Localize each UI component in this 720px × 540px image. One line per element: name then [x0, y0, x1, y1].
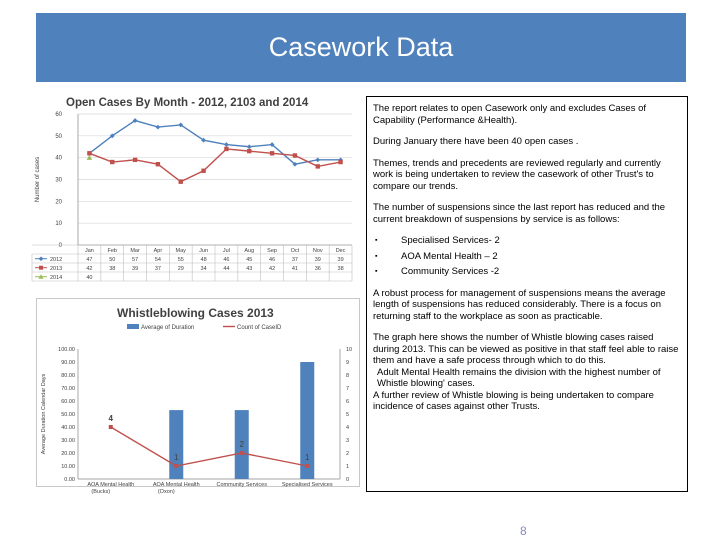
y-tick-label: 80.00: [61, 373, 75, 379]
y-tick-label: 90.00: [61, 360, 75, 366]
data-point-count: [240, 451, 244, 455]
series-line-2013: [89, 149, 340, 182]
data-point-2013: [201, 169, 205, 173]
bullet-icon: ▪: [375, 268, 378, 275]
y2-tick-label: 8: [346, 373, 350, 379]
list-item: ▪ Community Services -2: [375, 266, 500, 277]
note-further-review: A further review of Whistle blowing is being undertaken to compare incidence of cases against other Trusts.: [373, 389, 654, 412]
page-number: 8: [520, 524, 527, 538]
table-cell: 39: [314, 256, 321, 263]
x-tick-label: AOA Mental Health: [152, 482, 200, 488]
table-cell: 37: [154, 265, 161, 272]
table-cell: 46: [269, 256, 276, 263]
whistleblowing-chart-svg: [37, 299, 359, 495]
table-cell: 40: [86, 274, 93, 281]
x-tick-label: Mar: [130, 248, 140, 254]
table-cell: 46: [223, 256, 230, 263]
y2-tick-label: 7: [346, 386, 350, 392]
data-point-count: [174, 464, 178, 468]
y2-tick-label: 2: [346, 451, 350, 457]
table-cell: 43: [246, 265, 253, 272]
casework-notes: [366, 96, 688, 492]
legend-swatch-bar: [127, 324, 139, 329]
legend-label: 2012: [50, 256, 63, 263]
y-tick-label: 40.00: [61, 425, 75, 431]
list-item: ▪ AOA Mental Health – 2: [375, 250, 498, 262]
data-point-2013: [110, 160, 114, 164]
suspension-list: [373, 235, 679, 278]
note-suspensions: The number of suspensions since the last report has reduced and the current breakdown of suspensions by service is as follows:: [373, 202, 666, 225]
y2-tick-label: 5: [346, 412, 350, 418]
x-tick-label: Nov: [312, 248, 323, 254]
x-tick-label: Apr: [153, 248, 163, 254]
y2-tick-label: 4: [346, 425, 350, 431]
x-tick-label: (Bucks): [91, 489, 111, 495]
y-tick-label: 30.00: [61, 438, 75, 444]
table-cell: 39: [132, 265, 139, 272]
x-tick-label: Community Services: [216, 482, 267, 488]
x-tick-label: Jul: [222, 248, 230, 254]
y-tick-label: 60: [55, 112, 62, 118]
data-point-2013: [247, 149, 251, 153]
y-tick-label: 40: [55, 155, 62, 162]
data-point-2012: [315, 157, 320, 162]
table-cell: 45: [246, 256, 253, 263]
bullet-icon: ▪: [375, 237, 378, 244]
x-tick-label: (Oxon): [157, 489, 175, 495]
data-point-2013: [179, 179, 183, 183]
y-tick-label: 20.00: [61, 451, 75, 457]
list-item: ▪ Specialised Services- 2: [375, 235, 500, 246]
y2-tick-label: 6: [346, 399, 350, 405]
table-cell: 29: [177, 265, 184, 272]
x-tick-label: Oct: [290, 248, 300, 254]
data-point-2013: [338, 160, 342, 164]
x-tick-label: May: [175, 248, 186, 254]
data-point-count: [109, 425, 113, 429]
y-tick-label: 100.00: [58, 347, 75, 353]
y-tick-label: 0.00: [64, 477, 75, 483]
y-tick-label: 10: [55, 221, 62, 228]
note-scope: The report relates to open Casework only and excludes Cases of Capability (Performance &Health).: [373, 103, 647, 126]
y-axis-label: Number of cases: [35, 156, 41, 203]
table-cell: 38: [109, 265, 116, 272]
whistleblowing-chart: [36, 298, 360, 495]
table-cell: 36: [314, 265, 321, 272]
y-tick-label: 10.00: [61, 464, 75, 470]
data-label: 1: [174, 453, 179, 462]
x-tick-label: Feb: [107, 248, 117, 254]
chart-title: Open Cases By Month - 2012, 2103 and 2014: [66, 97, 309, 109]
y-tick-label: 30: [55, 177, 62, 184]
data-point-2013: [87, 151, 91, 155]
x-tick-label: Dec: [335, 248, 346, 254]
slide-title: Casework Data: [268, 32, 454, 62]
legend-label: 2014: [50, 274, 63, 281]
legend-label: Average of Duration: [141, 325, 195, 331]
data-point-2012: [247, 144, 252, 149]
table-cell: 42: [269, 265, 276, 272]
y2-tick-label: 9: [346, 360, 350, 366]
data-label: 1: [305, 453, 310, 462]
data-point-2013: [156, 162, 160, 166]
table-cell: 48: [200, 256, 207, 263]
y-tick-label: 20: [55, 199, 62, 206]
legend-label: 2013: [50, 265, 63, 272]
note-whistleblowing-graph: The graph here shows the number of Whistle blowing cases raised during 2013. This can be viewed as positive in that staff feel able to raise them and have a safe process through which to do this.: [373, 332, 679, 366]
series-line-count: [111, 427, 308, 466]
y-tick-label: 60.00: [61, 399, 75, 405]
data-label: 2: [239, 440, 244, 449]
y-tick-label: 50.00: [61, 412, 75, 418]
data-point-count: [305, 464, 309, 468]
note-robust-process: A robust process for management of suspensions means the average length of suspensions has reduced considerably. There is a focus on returning staff to the workplace as soon as practicable.: [373, 287, 666, 322]
y-tick-label: 70.00: [61, 386, 75, 392]
bar-average-duration: [169, 410, 183, 479]
x-tick-label: Jun: [199, 248, 209, 254]
note-adult-mental-health: Adult Mental Health remains the division with the highest number of Whistle blowing' cases.: [377, 366, 661, 389]
x-tick-label: Sep: [267, 248, 277, 254]
open-cases-chart: [30, 88, 360, 293]
table-cell: 41: [291, 265, 298, 272]
table-cell: 50: [109, 256, 116, 263]
y2-tick-label: 10: [346, 347, 353, 353]
data-label: 4: [108, 414, 113, 423]
table-cell: 34: [200, 265, 207, 272]
data-point-2013: [293, 153, 297, 157]
y-tick-label: 0: [58, 243, 62, 249]
y2-tick-label: 3: [346, 438, 350, 444]
data-point-2013: [270, 151, 274, 155]
table-cell: 44: [223, 265, 230, 272]
data-point-2013: [316, 164, 320, 168]
data-point-2012: [224, 142, 229, 147]
bullet-icon: ▪: [375, 252, 378, 260]
y2-tick-label: 1: [346, 464, 350, 470]
table-cell: 39: [337, 256, 344, 263]
table-cell: 54: [154, 256, 161, 263]
table-cell: 37: [291, 256, 298, 263]
data-point-2012: [156, 125, 161, 130]
legend-label: Count of CaseID: [237, 325, 282, 331]
table-cell: 55: [177, 256, 184, 263]
open-cases-chart-svg: [30, 88, 360, 293]
y2-tick-label: 0: [346, 477, 350, 483]
x-tick-label: Aug: [244, 248, 255, 254]
y-tick-label: 50: [55, 133, 62, 140]
table-cell: 38: [337, 265, 344, 272]
data-point-2013: [133, 158, 137, 162]
table-cell: 47: [86, 256, 93, 263]
table-cell: 42: [86, 265, 93, 272]
note-themes: Themes, trends and precedents are reviewed regularly and currently work is being undertaken to review the casework of other Trust's to compare our trends.: [373, 157, 661, 192]
chart-title: Whistleblowing Cases 2013: [117, 306, 274, 320]
x-tick-label: Jan: [84, 248, 94, 254]
x-tick-label: AOA Mental Health: [87, 482, 135, 488]
y-axis-label: Average Duration Calendar Days: [41, 373, 47, 455]
table-cell: 57: [132, 256, 139, 263]
data-point-2013: [224, 147, 228, 151]
slide-title-bar: [36, 13, 686, 82]
x-tick-label: Specialised Services: [281, 482, 333, 488]
note-january: During January there have been 40 open cases .: [373, 136, 579, 147]
